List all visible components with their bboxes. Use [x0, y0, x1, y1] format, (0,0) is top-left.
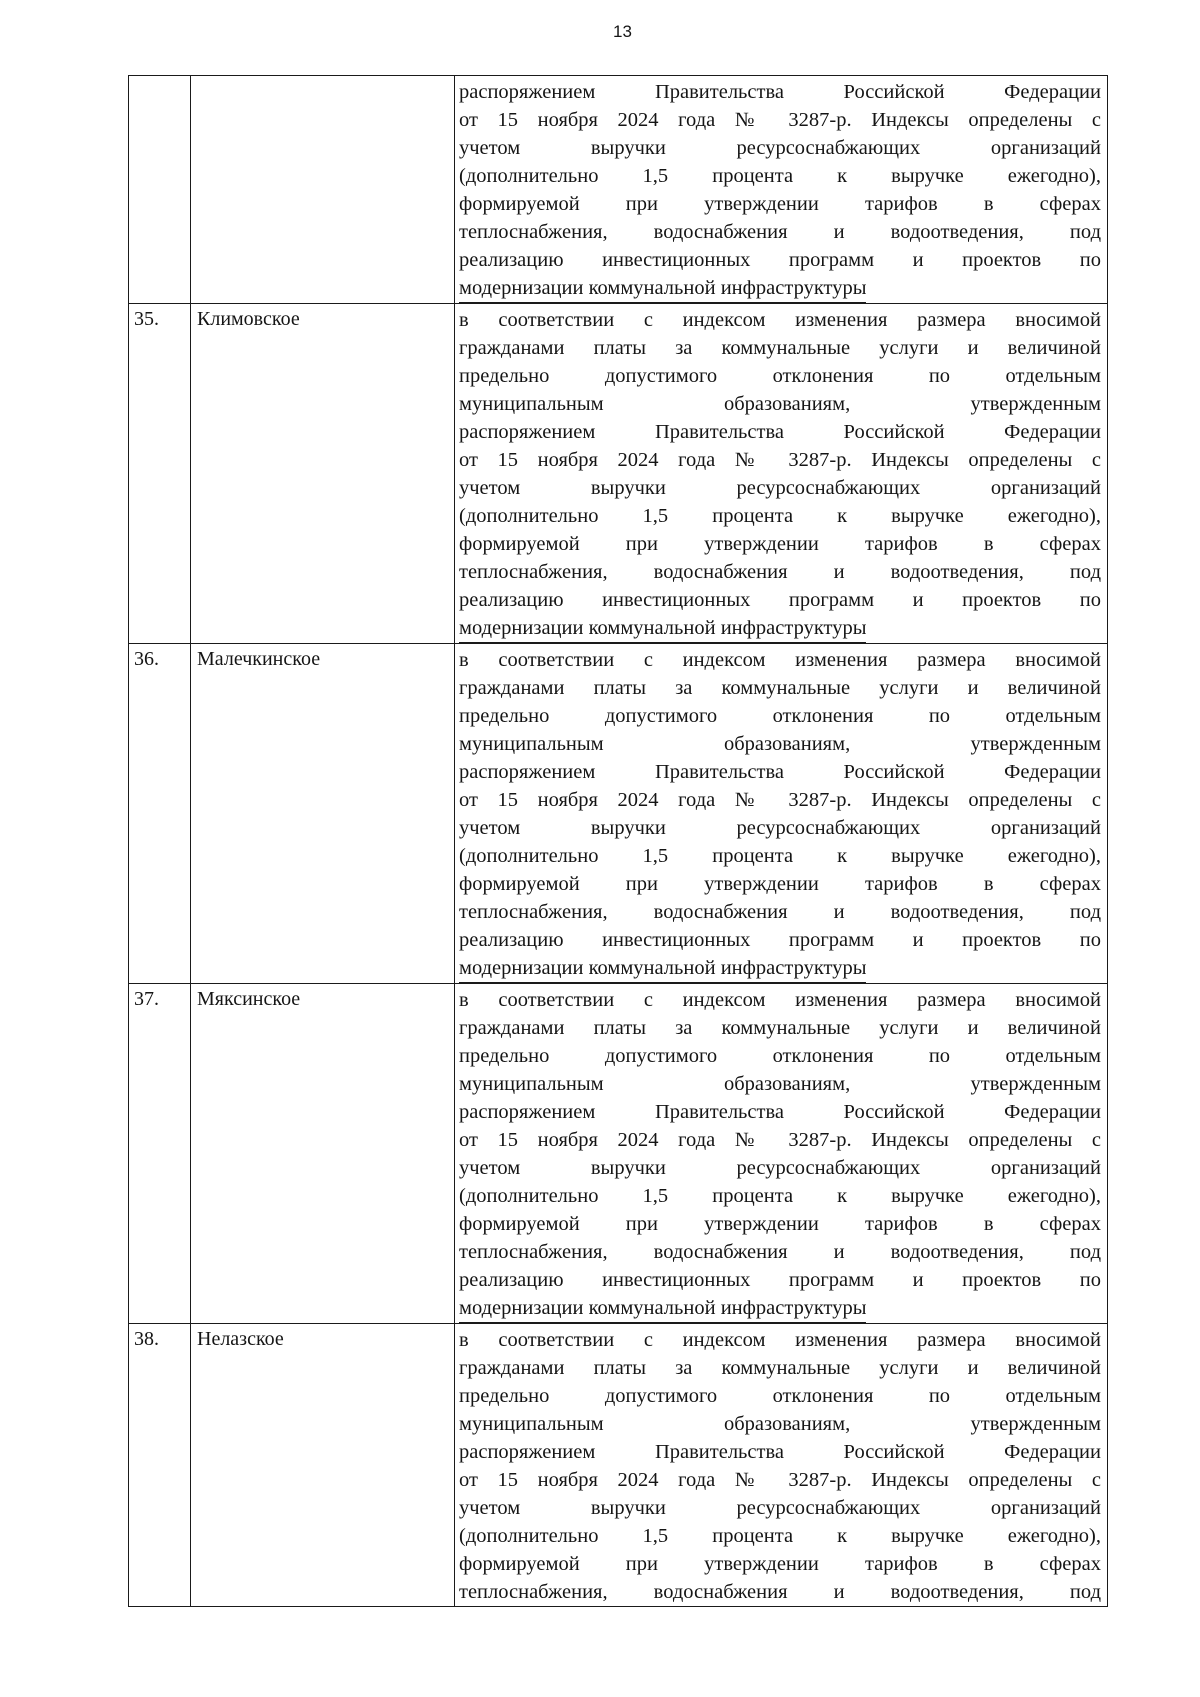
description-cell	[459, 76, 1101, 303]
text-line: муниципальным образованиям, утвержденным	[459, 733, 1101, 755]
text-line: распоряжением Правительства Российской Федерации	[459, 421, 1101, 443]
description-cell	[459, 644, 1101, 983]
text-line: модернизации коммунальной инфраструктуры	[459, 274, 866, 303]
text-line: модернизации коммунальной инфраструктуры	[459, 1294, 866, 1323]
text-line: теплоснабжения, водоснабжения и водоотведения, под	[459, 901, 1101, 923]
tariff-table	[128, 75, 1108, 1607]
text-line: предельно допустимого отклонения по отдельным	[459, 1045, 1101, 1067]
text-line: гражданами платы за коммунальные услуги и величиной	[459, 1017, 1101, 1039]
text-line: (дополнительно 1,5 процента к выручке ежегодно),	[459, 505, 1101, 527]
text-line: гражданами платы за коммунальные услуги и величиной	[459, 677, 1101, 699]
text-line: формируемой при утверждении тарифов в сферах	[459, 1213, 1101, 1235]
text-line: от 15 ноября 2024 года № 3287-р. Индексы определены с	[459, 109, 1101, 131]
municipality-name-cell: Мяксинское	[191, 984, 455, 1323]
row-number-cell: 38.	[129, 1324, 191, 1606]
text-line: гражданами платы за коммунальные услуги и величиной	[459, 1357, 1101, 1379]
table-row	[128, 1323, 1108, 1607]
row-number-cell: 36.	[129, 644, 191, 983]
table-row	[128, 983, 1108, 1323]
text-line: учетом выручки ресурсоснабжающих организаций	[459, 817, 1101, 839]
text-line: (дополнительно 1,5 процента к выручке ежегодно),	[459, 1185, 1101, 1207]
municipality-name-cell: Нелазское	[191, 1324, 455, 1606]
text-line: предельно допустимого отклонения по отдельным	[459, 705, 1101, 727]
row-number-cell: 35.	[129, 304, 191, 643]
text-line: формируемой при утверждении тарифов в сферах	[459, 533, 1101, 555]
text-line: муниципальным образованиям, утвержденным	[459, 1413, 1101, 1435]
description-cell	[459, 304, 1101, 643]
text-line: учетом выручки ресурсоснабжающих организаций	[459, 477, 1101, 499]
municipality-name-cell: Малечкинское	[191, 644, 455, 983]
text-line: муниципальным образованиям, утвержденным	[459, 1073, 1101, 1095]
text-line: реализацию инвестиционных программ и проектов по	[459, 929, 1101, 951]
text-line: учетом выручки ресурсоснабжающих организаций	[459, 1157, 1101, 1179]
text-line: распоряжением Правительства Российской Федерации	[459, 81, 1101, 103]
text-line: реализацию инвестиционных программ и проектов по	[459, 1269, 1101, 1291]
text-line: формируемой при утверждении тарифов в сферах	[459, 1553, 1101, 1575]
text-line: от 15 ноября 2024 года № 3287-р. Индексы определены с	[459, 1469, 1101, 1491]
text-line: модернизации коммунальной инфраструктуры	[459, 614, 866, 643]
text-line: теплоснабжения, водоснабжения и водоотведения, под	[459, 1581, 1101, 1603]
text-line: муниципальным образованиям, утвержденным	[459, 393, 1101, 415]
table-row	[128, 303, 1108, 643]
text-line: в соответствии с индексом изменения размера вносимой	[459, 309, 1101, 331]
text-line: теплоснабжения, водоснабжения и водоотведения, под	[459, 1241, 1101, 1263]
text-line: (дополнительно 1,5 процента к выручке ежегодно),	[459, 845, 1101, 867]
text-line: (дополнительно 1,5 процента к выручке ежегодно),	[459, 1525, 1101, 1547]
text-line: от 15 ноября 2024 года № 3287-р. Индексы определены с	[459, 789, 1101, 811]
text-line: учетом выручки ресурсоснабжающих организаций	[459, 1497, 1101, 1519]
municipality-name-cell	[191, 76, 455, 303]
text-line: в соответствии с индексом изменения размера вносимой	[459, 989, 1101, 1011]
text-line: распоряжением Правительства Российской Федерации	[459, 1101, 1101, 1123]
text-line: от 15 ноября 2024 года № 3287-р. Индексы определены с	[459, 1129, 1101, 1151]
text-line: предельно допустимого отклонения по отдельным	[459, 1385, 1101, 1407]
text-line: в соответствии с индексом изменения размера вносимой	[459, 1329, 1101, 1351]
text-line: распоряжением Правительства Российской Федерации	[459, 1441, 1101, 1463]
text-line: от 15 ноября 2024 года № 3287-р. Индексы определены с	[459, 449, 1101, 471]
municipality-name-cell: Климовское	[191, 304, 455, 643]
text-line: теплоснабжения, водоснабжения и водоотведения, под	[459, 561, 1101, 583]
text-line: теплоснабжения, водоснабжения и водоотведения, под	[459, 221, 1101, 243]
text-line: реализацию инвестиционных программ и проектов по	[459, 589, 1101, 611]
text-line: учетом выручки ресурсоснабжающих организаций	[459, 137, 1101, 159]
text-line: реализацию инвестиционных программ и проектов по	[459, 249, 1101, 271]
text-line: предельно допустимого отклонения по отдельным	[459, 365, 1101, 387]
text-line: формируемой при утверждении тарифов в сферах	[459, 193, 1101, 215]
row-number-cell: 37.	[129, 984, 191, 1323]
text-line: (дополнительно 1,5 процента к выручке ежегодно),	[459, 165, 1101, 187]
text-line: в соответствии с индексом изменения размера вносимой	[459, 649, 1101, 671]
description-cell	[459, 1324, 1101, 1606]
text-line: распоряжением Правительства Российской Федерации	[459, 761, 1101, 783]
text-line: формируемой при утверждении тарифов в сферах	[459, 873, 1101, 895]
row-number-cell	[129, 76, 191, 303]
text-line: гражданами платы за коммунальные услуги и величиной	[459, 337, 1101, 359]
table-row	[128, 75, 1108, 303]
page-number: 13	[613, 22, 632, 41]
table-row	[128, 643, 1108, 983]
description-cell	[459, 984, 1101, 1323]
text-line: модернизации коммунальной инфраструктуры	[459, 954, 866, 983]
